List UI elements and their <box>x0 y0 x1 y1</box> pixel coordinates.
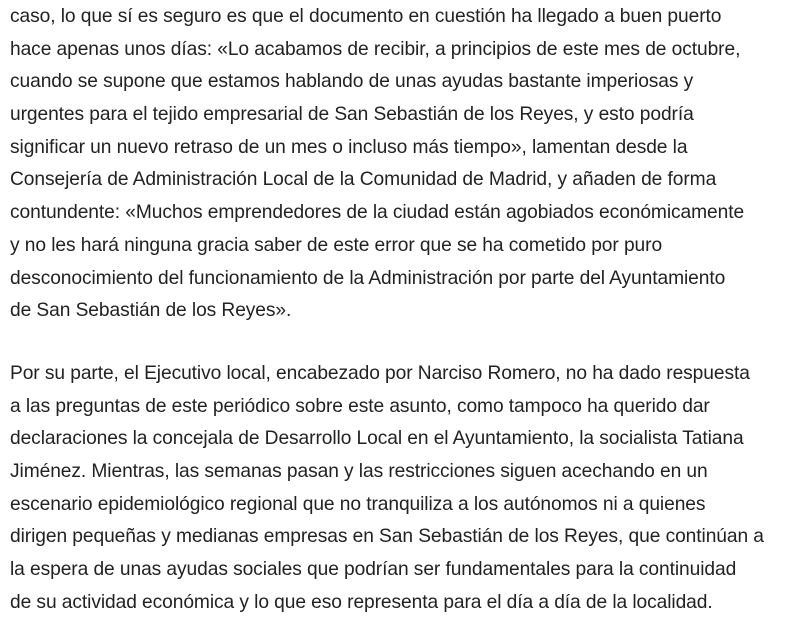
paragraph-line: contundente: «Muchos emprendedores de la ciudad están agobiados económicamente <box>10 202 745 224</box>
paragraph-line: la espera de unas ayudas sociales que podrían ser fundamentales para la continuidad <box>10 559 737 581</box>
paragraph-line: Jiménez. Mientras, las semanas pasan y las restricciones siguen acechando en un <box>10 461 708 483</box>
paragraph-line: hace apenas unos días: «Lo acabamos de recibir, a principios de este mes de octubre, <box>10 38 741 60</box>
paragraph-line: de San Sebastián de los Reyes». <box>10 300 292 322</box>
article-paragraph-2 <box>10 358 764 620</box>
paragraph-line: desconocimiento del funcionamiento de la Administración por parte del Ayuntamiento <box>10 267 726 289</box>
paragraph-line: y no les hará ninguna gracia saber de este error que se ha cometido por puro <box>10 234 663 256</box>
paragraph-line: Por su parte, el Ejecutivo local, encabezado por Narciso Romero, no ha dado respuesta <box>10 363 750 384</box>
paragraph-line: dirigen pequeñas y medianas empresas en San Sebastián de los Reyes, que continúan a <box>10 526 764 548</box>
paragraph-line: a las preguntas de este periódico sobre este asunto, como tampoco ha querido dar <box>10 395 710 417</box>
paragraph-line: declaraciones la concejala de Desarrollo Local en el Ayuntamiento, la socialista Tatiana <box>10 428 744 450</box>
paragraph-line: significar un nuevo retraso de un mes o incluso más tiempo», lamentan desde la <box>10 136 688 158</box>
paragraph-line: urgentes para el tejido empresarial de San Sebastián de los Reyes, y esto podría <box>10 104 694 126</box>
article-paragraph-1 <box>10 1 744 328</box>
paragraph-line: caso, lo que sí es seguro es que el documento en cuestión ha llegado a buen puerto <box>10 6 722 27</box>
paragraph-line: escenario epidemiológico regional que no tranquiliza a los autónomos ni a quienes <box>10 493 706 515</box>
paragraph-line: cuando se supone que estamos hablando de unas ayudas bastante imperiosas y <box>10 71 694 93</box>
paragraph-line: Consejería de Administración Local de la Comunidad de Madrid, y añaden de forma <box>10 169 717 191</box>
paragraph-line: de su actividad económica y lo que eso representa para el día a día de la localidad. <box>10 591 713 613</box>
